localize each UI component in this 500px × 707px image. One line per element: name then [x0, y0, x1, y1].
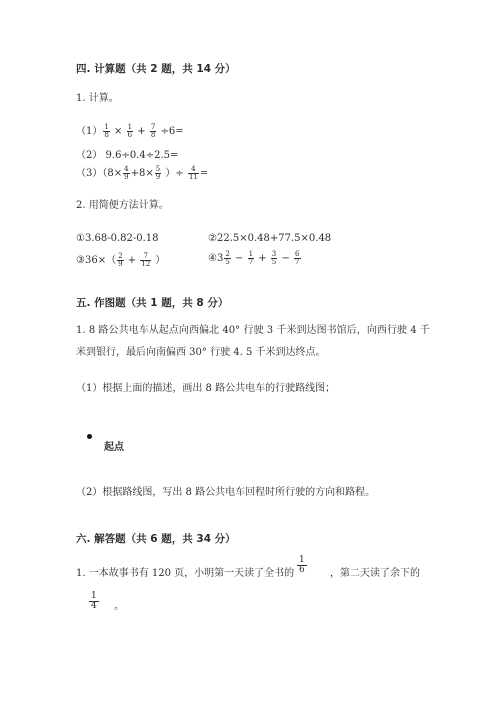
question-2-label: 2. 用简便方法计算。 — [76, 200, 169, 211]
operator: − — [234, 253, 244, 264]
fraction: $\frac{1}{8}$ — [104, 123, 109, 139]
fraction: $\frac{6}{7}$ — [295, 250, 300, 266]
start-point-dot — [87, 434, 92, 439]
calc-4 — [208, 251, 302, 266]
operator: = — [199, 168, 209, 179]
operator: + — [127, 255, 137, 266]
problem-6-1-text-a: 1. 一本故事书有 120 页，小明第一天读了全书的 — [76, 568, 295, 579]
operator: − — [281, 253, 290, 264]
fraction: $\frac{4}{9}$ — [124, 165, 129, 181]
fraction: $\frac{7}{8}$ — [150, 123, 156, 139]
expression-1 — [76, 122, 184, 139]
operator: × — [114, 126, 123, 137]
fraction: $\frac{5}{9}$ — [155, 165, 161, 181]
operator: ） — [155, 255, 166, 266]
operator: + — [137, 126, 146, 137]
calc-3 — [76, 251, 165, 268]
operator: +8× — [130, 168, 154, 179]
fraction: $\frac{3}{5}$ — [271, 250, 277, 266]
problem-text-line-2: 米到银行，最后向南偏西 30° 行驶 4. 5 千米到达终点。 — [76, 347, 326, 358]
subquestion-2: （2）根据路线图，写出 8 路公共电车回程时所行驶的方向和路程。 — [76, 487, 376, 498]
question-1-label: 1. 计算。 — [76, 93, 119, 104]
fraction: $\frac{1}{7}$ — [248, 250, 254, 266]
calc-4-prefix: ④3 — [208, 253, 224, 264]
calc-1: ①3.68-0.82-0.18 — [76, 233, 159, 244]
expression-2: （2） 9.6÷0.4÷2.5= — [76, 150, 179, 161]
fraction: $\frac{7}{12}$ — [141, 252, 151, 268]
expression-1-prefix: （1） — [76, 126, 103, 137]
fraction: $\frac{2}{5}$ — [225, 250, 230, 266]
fraction: $\frac{2}{9}$ — [118, 252, 123, 268]
section-5-title: 五. 作图题（共 1 题，共 8 分） — [76, 297, 229, 309]
operator: ）÷ — [165, 168, 184, 179]
fraction-one-quarter: $\frac{1}{4}$ — [91, 591, 97, 611]
subquestion-1: （1）根据上面的描述，画出 8 路公共电车的行驶路线图； — [76, 383, 336, 394]
problem-6-1-end: 。 — [114, 601, 124, 612]
fraction-one-sixth: $\frac{1}{6}$ — [299, 555, 305, 575]
calc-2: ②22.5×0.48+77.5×0.48 — [208, 233, 332, 244]
operator: + — [258, 253, 267, 264]
expression-1-tail: ÷6= — [160, 126, 184, 137]
calc-3-prefix: ③36×（ — [76, 255, 117, 266]
fraction: $\frac{1}{6}$ — [127, 123, 133, 139]
problem-text-line-1: 1. 8 路公共电车从起点向西偏北 40° 行驶 3 千米到达图书馆后，向西行驶 4 千 — [76, 325, 430, 336]
fraction: $\frac{4}{11}$ — [188, 165, 198, 181]
section-4-title: 四. 计算题（共 2 题，共 14 分） — [76, 63, 236, 75]
expression-3-prefix: （3）（8× — [76, 168, 123, 179]
start-point-label: 起点 — [104, 442, 124, 453]
problem-6-1-text-b: ，第二天读了余下的 — [330, 568, 420, 579]
section-6-title: 六. 解答题（共 6 题，共 34 分） — [76, 533, 236, 545]
expression-3 — [76, 164, 208, 181]
